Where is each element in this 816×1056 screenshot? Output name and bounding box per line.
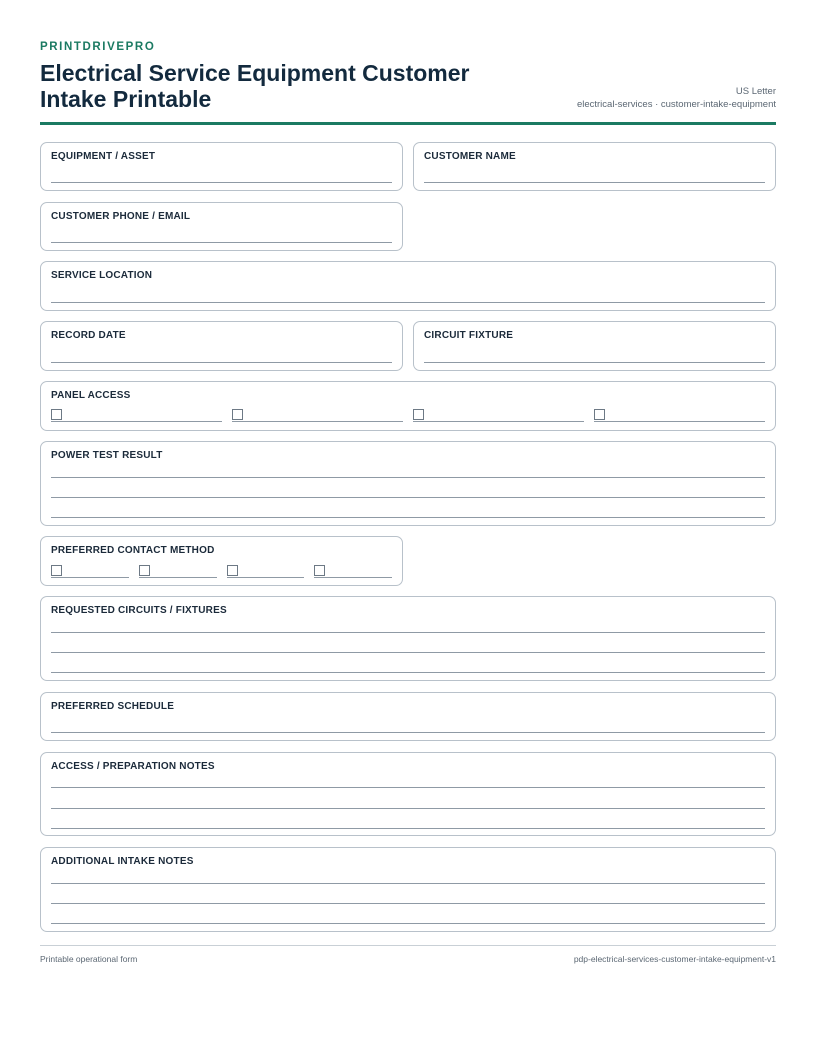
power-test-result-field[interactable] <box>40 441 776 526</box>
brand-name: PRINTDRIVEPRO <box>40 41 156 53</box>
additional-intake-notes-field[interactable] <box>40 847 776 932</box>
customer-phone-email-field[interactable] <box>40 202 403 251</box>
requested-circuits-fixtures-field[interactable] <box>40 596 776 681</box>
checkbox-option[interactable] <box>227 562 305 578</box>
write-line[interactable] <box>51 497 765 498</box>
field-label: CUSTOMER NAME <box>424 151 516 162</box>
form-title: Electrical Service Equipment Customer Intake Printable <box>40 60 470 112</box>
checkbox[interactable] <box>51 565 62 576</box>
checkbox-option[interactable] <box>139 562 217 578</box>
field-label: PREFERRED CONTACT METHOD <box>51 545 215 556</box>
checkbox[interactable] <box>139 565 150 576</box>
write-line[interactable] <box>51 242 392 243</box>
write-line[interactable] <box>51 302 765 303</box>
checkbox[interactable] <box>413 409 424 420</box>
field-label: ACCESS / PREPARATION NOTES <box>51 761 215 772</box>
panel-access-field <box>40 381 776 431</box>
write-line[interactable] <box>51 362 392 363</box>
checkbox[interactable] <box>227 565 238 576</box>
write-line[interactable] <box>51 672 765 673</box>
record-date-field[interactable] <box>40 321 403 371</box>
checkbox[interactable] <box>232 409 243 420</box>
write-line[interactable] <box>424 182 765 183</box>
checkbox[interactable] <box>314 565 325 576</box>
field-label: SERVICE LOCATION <box>51 270 153 281</box>
write-line[interactable] <box>51 732 765 733</box>
field-label: CIRCUIT FIXTURE <box>424 330 514 341</box>
checkbox-group <box>51 406 765 422</box>
checkbox-option[interactable] <box>314 562 392 578</box>
paper-size: US Letter <box>735 86 776 97</box>
write-line[interactable] <box>51 883 765 884</box>
checkbox-option[interactable] <box>51 406 222 422</box>
checkbox-option[interactable] <box>232 406 403 422</box>
form-meta <box>577 85 776 111</box>
write-line[interactable] <box>51 808 765 809</box>
write-line[interactable] <box>51 903 765 904</box>
customer-name-field[interactable] <box>413 142 776 191</box>
field-label: EQUIPMENT / ASSET <box>51 151 156 162</box>
checkbox-option[interactable] <box>594 406 765 422</box>
write-line[interactable] <box>51 477 765 478</box>
checkbox[interactable] <box>594 409 605 420</box>
write-line[interactable] <box>51 632 765 633</box>
preferred-schedule-field[interactable] <box>40 692 776 741</box>
footer-divider <box>40 945 776 946</box>
write-line[interactable] <box>51 517 765 518</box>
circuit-fixture-field[interactable] <box>413 321 776 371</box>
write-line[interactable] <box>51 923 765 924</box>
field-label: CUSTOMER PHONE / EMAIL <box>51 211 191 222</box>
write-line[interactable] <box>424 362 765 363</box>
write-line[interactable] <box>51 787 765 788</box>
checkbox[interactable] <box>51 409 62 420</box>
field-label: RECORD DATE <box>51 330 126 341</box>
checkbox-option[interactable] <box>413 406 584 422</box>
write-line[interactable] <box>51 182 392 183</box>
header-divider <box>40 122 776 125</box>
access-preparation-notes-field[interactable] <box>40 752 776 836</box>
field-label: REQUESTED CIRCUITS / FIXTURES <box>51 605 227 616</box>
service-location-field[interactable] <box>40 261 776 311</box>
field-label: PREFERRED SCHEDULE <box>51 701 175 712</box>
field-label: PANEL ACCESS <box>51 390 131 401</box>
form-tags: electrical-services · customer-intake-equipment <box>576 99 776 110</box>
checkbox-option[interactable] <box>51 562 129 578</box>
form-id: pdp-electrical-services-customer-intake-equipment-v1 <box>573 954 776 964</box>
preferred-contact-method-field <box>40 536 403 586</box>
write-line[interactable] <box>51 652 765 653</box>
footer-note: Printable operational form <box>40 954 138 964</box>
field-label: ADDITIONAL INTAKE NOTES <box>51 856 194 867</box>
write-line[interactable] <box>51 828 765 829</box>
checkbox-group <box>51 562 392 578</box>
field-label: POWER TEST RESULT <box>51 450 163 461</box>
equipment-asset-field[interactable] <box>40 142 403 191</box>
